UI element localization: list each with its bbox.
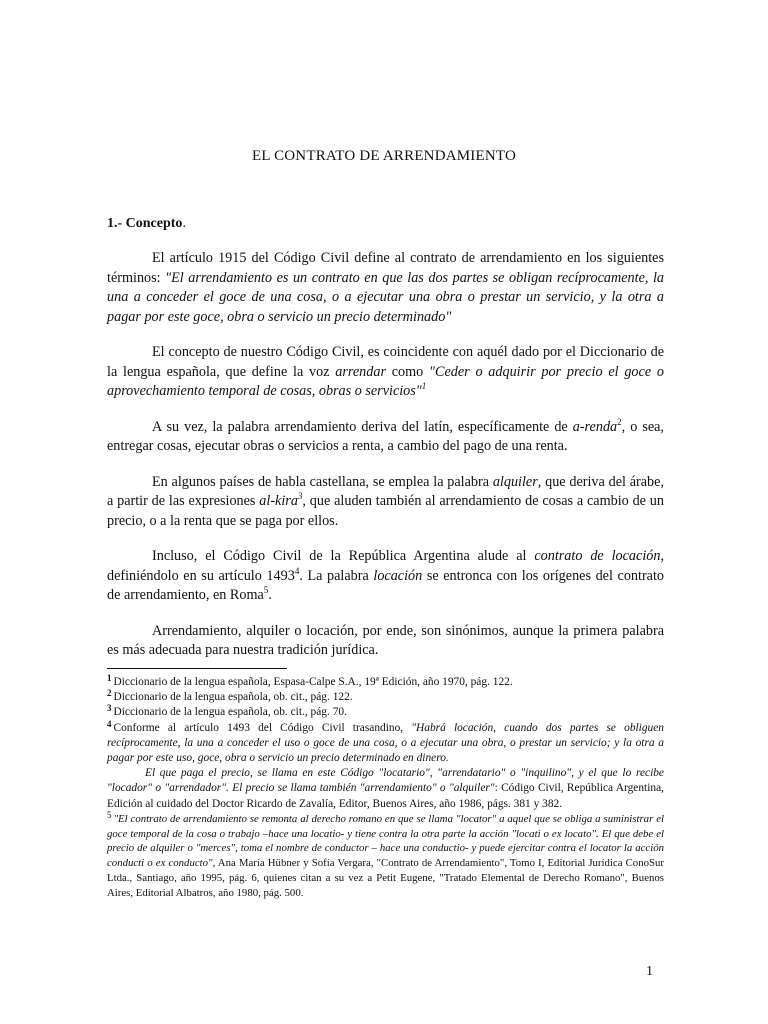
footnote-text: Diccionario de la lengua española, Espasa-Calpe S.A., 19ª Edición, año 1970, pág. 122. [113,676,513,688]
footnote-text: Diccionario de la lengua española, ob. cit., pág. 70. [113,706,347,719]
term-al-kira: al-kira [259,493,298,509]
paragraph-definition [107,249,664,327]
footnote-mark: 3 [107,703,112,714]
footnote-ref: 3 [297,491,303,501]
footnote-mark: 1 [107,673,112,683]
text-run: , que aluden también al arrendamiento de cosas a cambio de un precio, o a la renta que se paga por ellos. [107,493,664,529]
footnote-text: : Código Civil, República Argentina, Edición al cuidado del Doctor Ricardo de Zavalía, Editor, Buenos Aires, año 1986, págs. 381 y 382. [107,782,664,810]
term-a-renda: a-renda [572,418,618,435]
paragraph-etymology-arabic [107,473,664,532]
footnote-3 [107,705,664,720]
text-run: como [385,363,430,380]
footnote-4-continuation [107,766,664,812]
text-run: . [268,587,272,603]
page-number: 1 [646,964,653,979]
text-run: , definiéndolo en su artículo 1493 [107,548,664,584]
footnote-mark: 2 [107,688,112,699]
text-run: En algunos países de habla castellana, se emplea la palabra [152,473,493,490]
term-locacion: locación [373,567,423,584]
section-heading-text: 1.- Concepto [107,216,183,231]
section-heading [107,216,186,232]
footnote-4 [107,718,664,767]
document-body [107,249,664,677]
footnote-ref: 1 [421,381,427,391]
paragraph-etymology-latin [107,418,664,457]
footnote-ref: 4 [294,565,300,576]
text-run: A su vez, la palabra arrendamiento deriva del latín, específicamente de [152,418,573,435]
text-run: , o sea, entregar cosas, ejecutar obras o servicios a renta, a cambio del pago de una renta. [107,418,664,454]
footnote-text: , Ana María Hübner y Sofía Vergara, "Contrato de Arrendamiento", Tomo I, Editorial Jurídica ConoSur Ltda., Santiago, año 1995, pág. 6, quienes citan a su vez a Petit Eugene, "Tratado Elemental de Derecho Romano", Buenos Aires, Editorial Albatros, año 1980, pág. 500. [107,857,665,899]
quote-article-1915: "El arrendamiento es un contrato en que las dos partes se obligan recíprocamente, la una a conceder el goce de una cosa, o a ejecutar una obra o prestar un servicio, y la otra a pagar por este goce, obra o servicio un precio determinado" [107,269,664,325]
footnote-2 [107,690,664,705]
footnote-1 [107,675,664,690]
quote-dictionary: "Ceder o adquirir por precio el goce o aprovechamiento temporal de cosas, obras o servicios" [107,363,664,399]
document-title: EL CONTRATO DE ARRENDAMIENTO [251,148,517,164]
paragraph-dictionary [107,343,664,402]
text-run: El artículo 1915 del Código Civil define al contrato de arrendamiento en los siguientes términos: [107,250,664,286]
text-run: se entronca con los orígenes del contrato de arrendamiento, en Roma [107,567,664,603]
footnote-quote: "Habrá locación, cuando dos partes se obliguen recíprocamente, la una a conceder el uso o goce de una cosa, o a ejecutar una obra, o prestar un servicio; y la otra a pagar por este uso, goce, obra o servicio un precio determinado en dinero. [107,721,664,765]
footnote-ref: 2 [617,416,622,427]
term-contrato-de-locacion: contrato de locación [534,548,661,564]
footnote-quote: "El contrato de arrendamiento se remonta al derecho romano en que se llama "locator" a aquel que se obliga a suministrar el goce temporal de la cosa o trabajo –hace una locatio- y tiene contra la otra parte la acción "locati o ex locato". El que debe el precio de alquiler o "merces", toma el nombre de conductor – hace una conductio- y puede ejercitar contra el locator la acción conducti o ex conducto" [107,812,664,870]
section-heading-dot: . [182,216,186,231]
footnotes [107,675,664,901]
term-arrendar: arrendar [335,363,386,380]
term-alquiler: alquiler [492,473,538,490]
footnote-ref: 5 [263,585,269,595]
footnote-separator [107,668,287,669]
footnote-text: Conforme al artículo 1493 del Código Civil trasandino, [113,721,412,734]
paragraph-synonyms: Arrendamiento, alquiler o locación, por ende, son sinónimos, aunque la primera palabra es más adecuada para nuestra tradición jurídica. [107,622,664,658]
footnote-5 [107,809,665,901]
text-run: . La palabra [299,567,374,584]
footnote-mark: 4 [107,718,112,729]
paragraph-argentina [107,547,664,606]
text-run: El concepto de nuestro Código Civil, es coincidente con aquél dado por el Diccionario de la lengua española, que define la voz [107,344,664,380]
footnote-mark: 5 [107,809,112,820]
text-run: Incluso, el Código Civil de la República Argentina alude al [152,548,535,564]
text-run: , que deriva del árabe, a partir de las expresiones [107,473,664,509]
footnote-text: Diccionario de la lengua española, ob. cit., pág. 122. [113,691,353,704]
footnote-quote: El que paga el precio, se llama en este Código "locatario", "arrendatario" o "inquilino", y el que lo recibe "locador" o "arrendador". El precio se llama también "arrendamiento" o "alquiler" [107,767,664,795]
